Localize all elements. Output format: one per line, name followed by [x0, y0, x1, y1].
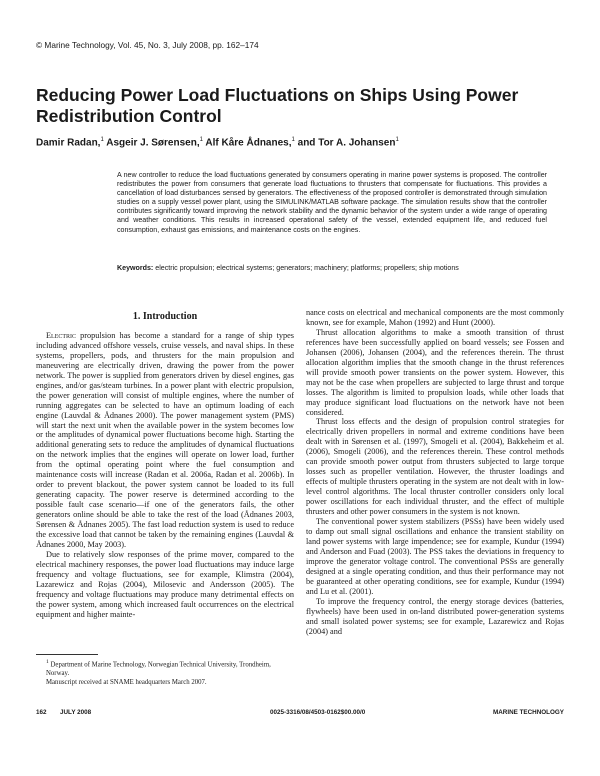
journal-name: MARINE TECHNOLOGY [492, 709, 564, 716]
issue-date: JULY 2008 [60, 709, 92, 716]
keywords-text: electric propulsion; electrical systems; generators; machinery; platforms; propellers; ship motions [155, 264, 459, 272]
author-name: Damir Radan, [36, 137, 101, 149]
paper-title: Reducing Power Load Fluctuations on Ships Using Power Redistribution Control [36, 85, 519, 126]
keywords-label: Keywords: [117, 264, 154, 272]
keywords [117, 264, 547, 273]
citation-header: © Marine Technology, Vol. 45, No. 3, July 2008, pp. 162–174 [36, 40, 259, 50]
body-paragraph: Thrust allocation algorithms to make a smooth transition of thrust references have been successfully applied on board vessels; see Fossen and Johansen (2006), Johansen (2004), and the references therein. The thrust allocation algorithm implies that the smooth change in the thrust references will provide smooth power transients on the power system. However, this may not be the case when propellers are subjected to large thrust and torque losses. The algorithm is limited to propulsion loads, while other loads that may produce significant load fluctuations on the network have not been considered. [306, 327, 564, 417]
body-text: propulsion has become a standard for a range of ship types including advanced offshore vessels, cruise vessels, and naval ships. In these systems, propellers, pods, and thrusters for the main propulsion and maneuvering are electrically driven, drawing the power from the power network. The power is supplied from generators driven by diesel engines, gas engines, and/or gas/steam turbines. In a power plant with electric propulsion, the power generation will consist of multiple engines, where the number of running aggregates can be selected to have an optimum loading of each engine (Lauvdal & Ådnanes 2000). The power management system (PMS) will start the next unit when the available power in the system becomes low or the amplitudes of dynamical power fluctuations become high. Starting the additional generating sets to reduce the amplitudes of dynamical fluctuations on the network implies that the engines will operate on lower load, further from the optimal operating point where the fuel consumption and maintenance costs will increase (Radan et al. 2006a, Radan et al. 2006b). In order to prevent blackout, the power system cannot be loaded to its full generating capacity. The power reserve is determined according to the possible fault case scenario—if one of the generators fails, the other generators online should be able to take the rest of the load (Ådnanes 2003, Sørensen & Ådnanes 2005). The fast load reduction system is used to reduce the excessive load that cannot be taken by the remaining engines (Lauvdal & Ådnanes 2000, May 2003). [36, 330, 294, 549]
body-paragraph: nance costs on electrical and mechanical components are the most commonly known, see for example, Mahon (1992) and Hunt (2000). [306, 308, 564, 327]
left-column [36, 312, 294, 620]
footnote-divider [36, 654, 98, 655]
author-name: and Tor A. Johansen [297, 137, 396, 149]
footnotes [36, 658, 294, 687]
affiliation-text: Department of Marine Technology, Norwegian Technical University, Trondheim, Norway. [46, 661, 271, 678]
author-affiliation-mark: 1 [100, 137, 104, 143]
page-number: 162 [36, 709, 47, 716]
body-paragraph: Due to relatively slow responses of the prime mover, compared to the electrical machinery responses, the power load fluctuations may induce large frequency and voltage fluctuations, see for example, Klimstra (2004), Lazarewicz and Rojas (2004), Milosevic and Andersson (2005). The frequency and voltage fluctuations may produce many detrimental effects on the power system, among which increased fault occurrences on the electrical equipment and higher mainte- [36, 549, 294, 619]
received-footnote: Manuscript received at SNAME headquarters March 2007. [46, 679, 207, 687]
right-column [306, 308, 564, 636]
body-paragraph [36, 331, 294, 550]
affiliation-footnote [36, 658, 294, 678]
abstract: A new controller to reduce the load fluctuations generated by consumers operating in marine power systems is proposed. The controller redistributes the power from consumers that generate load fluctuations to thrusters that compensate for fluctuations. This provides a cancellation of load disturbances sensed by generators. The effectiveness of the proposed controller is demonstrated through simulation studies on a supply vessel power plant, using the SIMULINK/MATLAB software package. The simulation results show that the controller contributes significantly toward improving the network stability and the dynamic behavior of the system under a wide range of operating and weather conditions. This results in increased operational safety of the vessel, extended equipment life, and reduced fuel consumption, exhaust gas emissions, and maintenance costs on the engines. [117, 171, 547, 234]
author-affiliation-mark: 1 [199, 137, 203, 143]
drop-word: Electric [46, 330, 77, 340]
body-paragraph: Thrust loss effects and the design of propulsion control strategies for electrically driven propellers in normal and extreme conditions have been dealt with in Sørensen et al. (1997), Smogeli et al. (2004), Bakkeheim et al. (2006), Smogeli (2006), and the references therein. These control methods can provide smooth power output from thrusters subjected to large torque losses such as propeller ventilation. However, the thruster loadings and effects of multiple thrusters operating in the system are not dealt with in low-level control algorithms. The local thruster controller considers only local power oscillations for each individual thruster, and the effect of multiple thrusters and other power consumers in the system is not known. [306, 417, 564, 517]
article-code: 0025-3316/08/4503-0162$00.00/0 [270, 709, 366, 716]
author-name: Asgeir J. Sørensen, [106, 137, 200, 149]
body-paragraph: To improve the frequency control, the energy storage devices (batteries, flywheels) have been used in on-land distributed power-generation systems and small isolated power systems; see for example, Lazarewicz and Rojas (2004) and [306, 596, 564, 636]
author-affiliation-mark: 1 [395, 137, 399, 143]
author-name: Alf Kåre Ådnanes, [205, 137, 292, 149]
footnote-mark: 1 [46, 659, 49, 665]
author-list [36, 137, 399, 148]
body-paragraph: The conventional power system stabilizers (PSSs) have been widely used to damp out small signal oscillations and enhance the transient stability on land power systems with large impendence; see for example, Kundur (1994) and Anderson and Fuad (2003). The PSS takes the deviations in frequency to improve the generator voltage control. The conventional PSSs are generally designed at a single operating condition, and thus their performance may not be guaranteed at other operating conditions, see for example, Kundur (1994) and Lu et al. (2001). [306, 517, 564, 596]
section-heading: 1. Introduction [132, 311, 198, 322]
author-affiliation-mark: 1 [291, 137, 295, 143]
